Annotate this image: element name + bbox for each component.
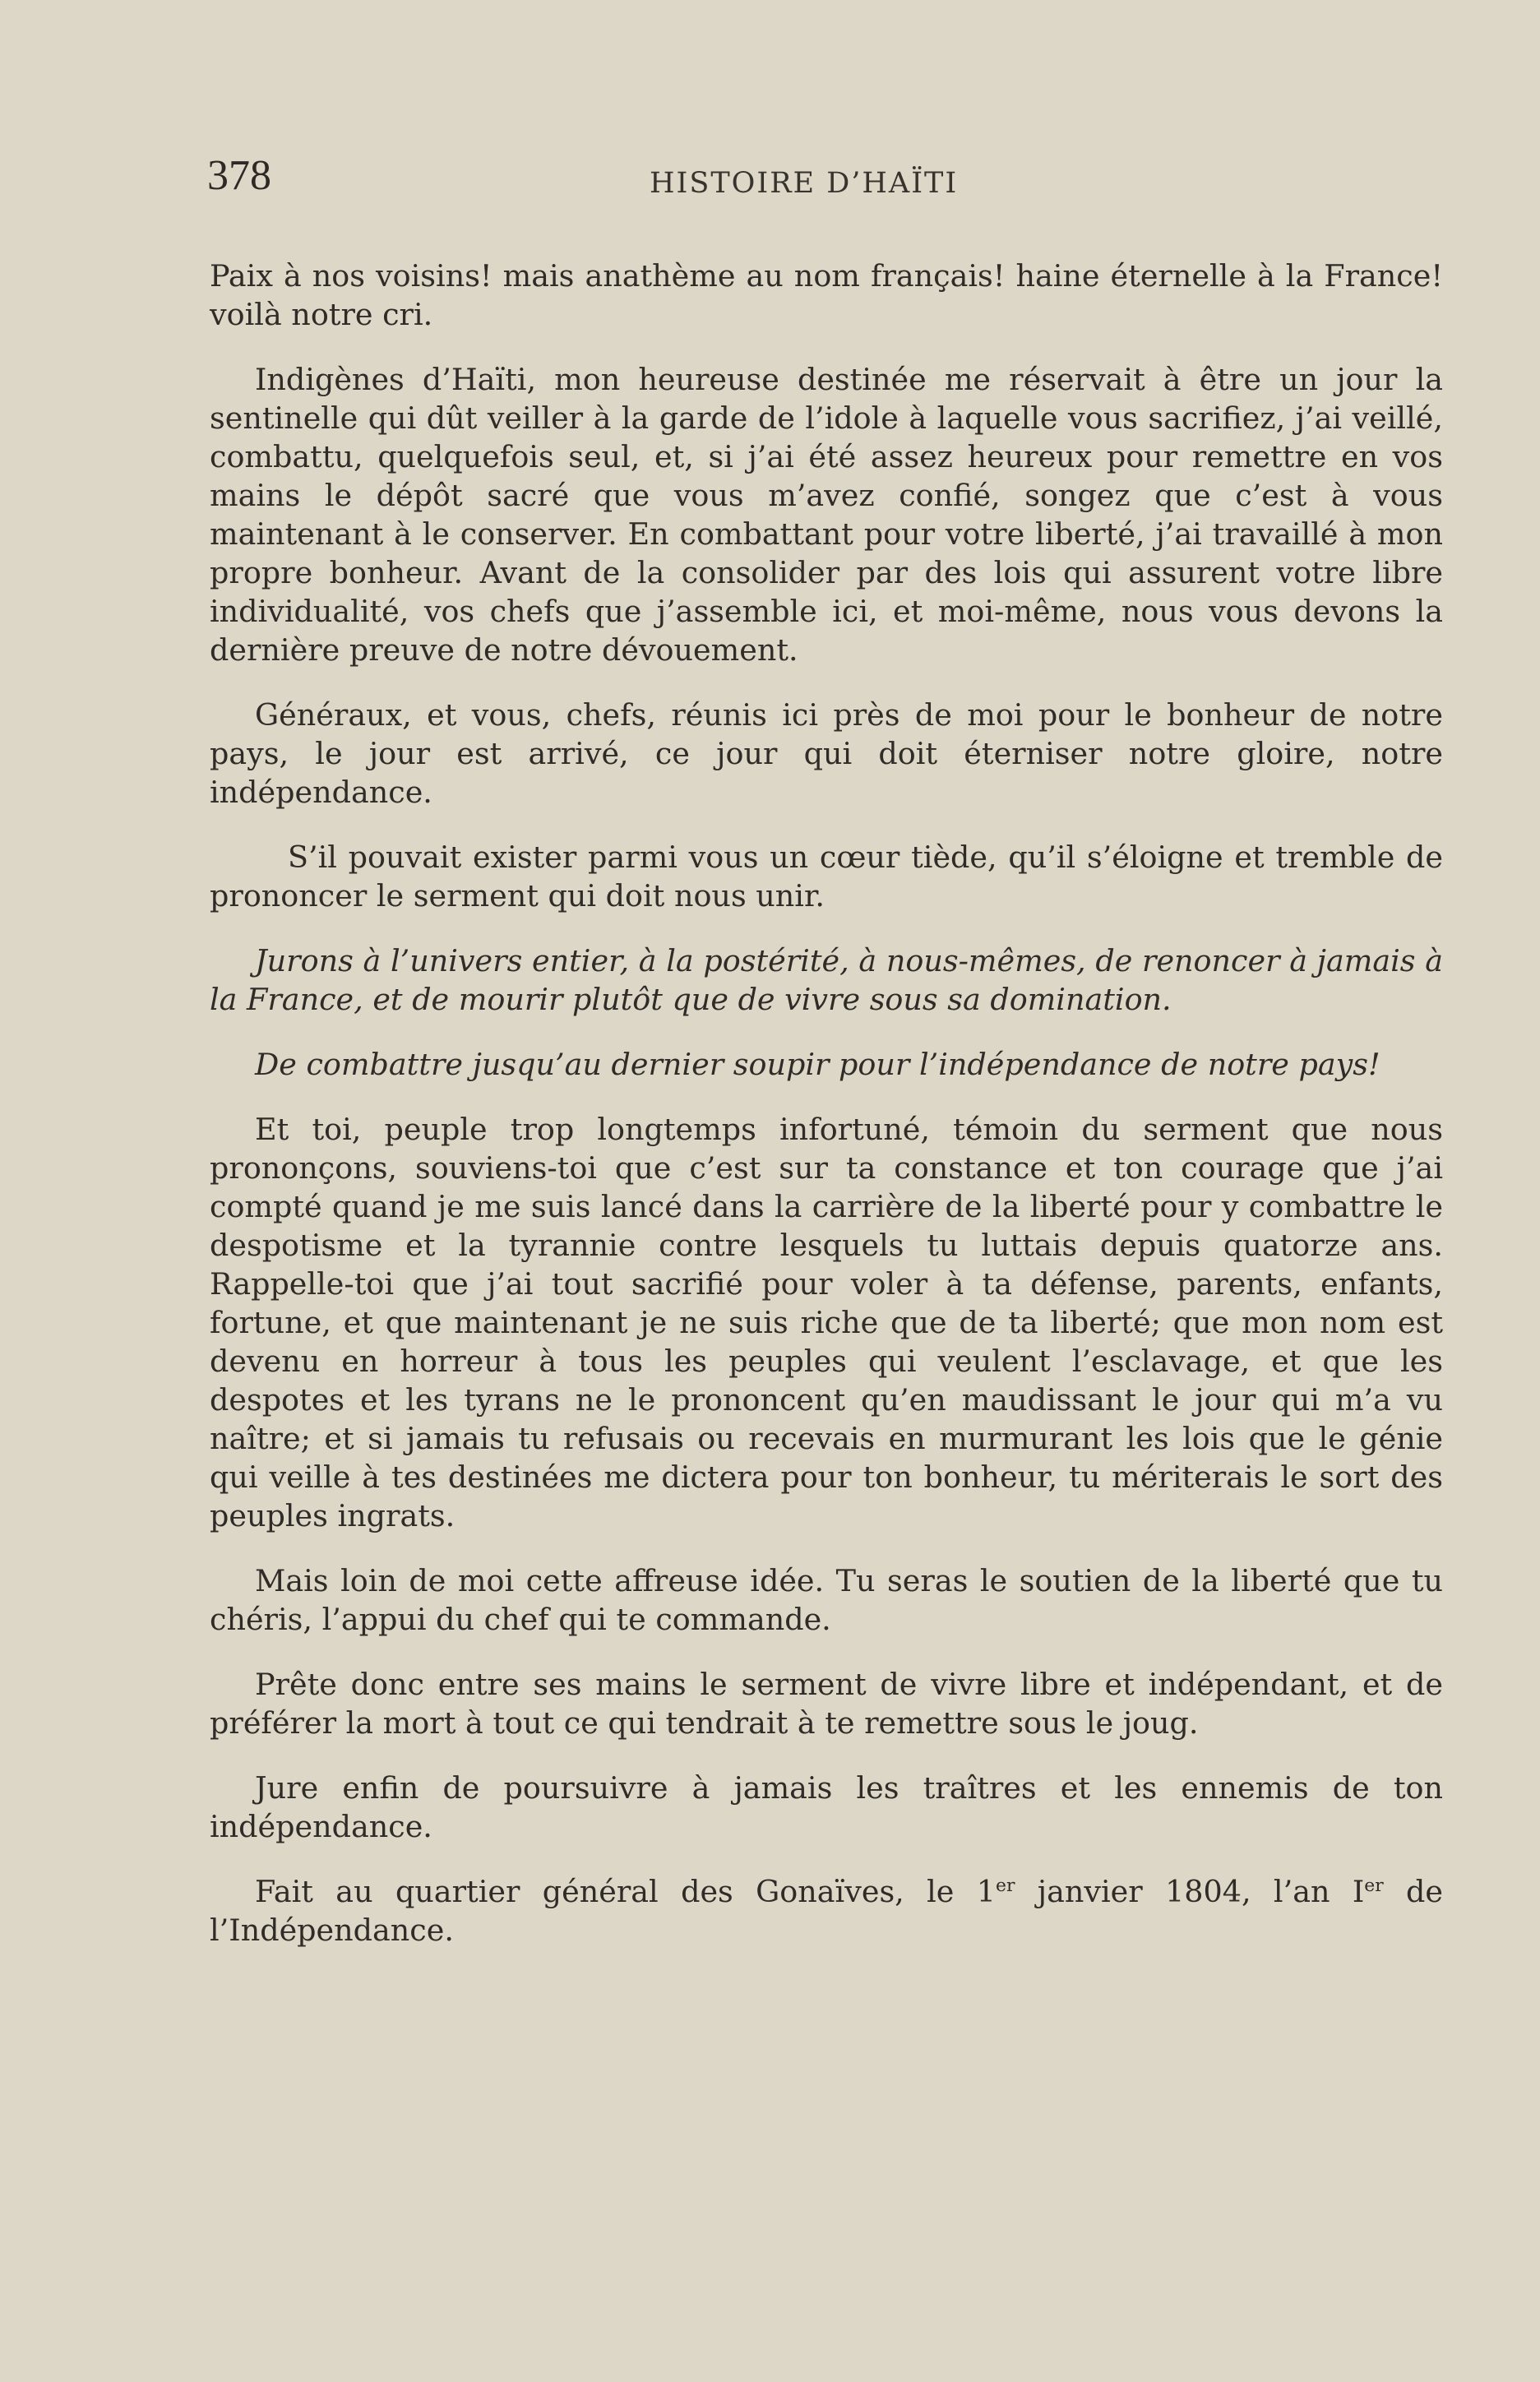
oath-paragraph: Jurons à l’univers entier, à la postérité, à nous-mêmes, de renoncer à jamais à la France, et de mourir plutôt que de vivre sous sa domination. [210, 943, 1443, 1017]
paragraph: Mais loin de moi cette affreuse idée. Tu seras le soutien de la liberté que tu chéris, l’appui du chef qui te commande. [210, 1563, 1443, 1637]
page-number: 378 [207, 152, 271, 199]
paragraph: Indigènes d’Haïti, mon heureuse destinée me réservait à être un jour la sentinelle qui dût veiller à la garde de l’idole à laquelle vous sacrifiez, j’ai veillé, combattu, quelquefois seul, et, si j’ai été assez heureux pour remettre en vos mains le dépôt sacré que vous m’avez confié, songez que c’est à vous maintenant à le conserver. En combattant pour votre liberté, j’ai travaillé à mon propre bonheur. Avant de la consolider par des lois qui assurent votre libre individualité, vos chefs que j’assemble ici, et moi-même, nous vous devons la dernière preuve de notre dévouement. [210, 362, 1443, 668]
oath-paragraph: De combattre jusqu’au dernier soupir pour l’indépendance de notre pays! [255, 1047, 1380, 1082]
paragraph: Paix à nos voisins! mais anathème au nom français! haine éternelle à la France! voilà notre cri. [210, 258, 1443, 332]
superscript: er [996, 1875, 1015, 1896]
superscript: er [1364, 1875, 1384, 1896]
paragraph: Et toi, peuple trop longtemps infortuné, témoin du serment que nous prononçons, souviens-toi que c’est sur ta constance et ton courage que j’ai compté quand je me suis lancé dans la carrière de la liberté pour y combattre le despotisme et la tyrannie contre lesquels tu luttais depuis quatorze ans. Rappelle-toi que j’ai tout sacrifié pour voler à ta défense, parents, enfants, fortune, et que maintenant je ne suis riche que de ta liberté; que mon nom est devenu en horreur à tous les peuples qui veulent l’esclavage, et que les despotes et les tyrans ne le prononcent qu’en maudissant le jour qui m’a vu naître; et si jamais tu refusais ou recevais en murmurant les lois que le génie qui veille à tes destinées me dictera pour ton bonheur, tu mériterais le sort des peuples ingrats. [210, 1112, 1443, 1533]
closing-paragraph [210, 1872, 1443, 1950]
page-body [210, 257, 1443, 1976]
paragraph: Généraux, et vous, chefs, réunis ici près de moi pour le bonheur de notre pays, le jour est arrivé, ce jour qui doit éterniser notre gloire, notre indépendance. [210, 697, 1443, 810]
closing-text: Fait au quartier général des Gonaïves, le 1 [255, 1874, 996, 1909]
paragraph: Jure enfin de poursuivre à jamais les traîtres et les ennemis de ton indépendance. [210, 1770, 1443, 1844]
closing-text: de l’Indépendance. [210, 1874, 1443, 1948]
closing-text: janvier 1804, l’an I [1015, 1874, 1365, 1909]
running-head: HISTOIRE D’HAÏTI [650, 167, 959, 200]
paragraph: S’il pouvait exister parmi vous un cœur tiède, qu’il s’éloigne et tremble de prononcer le serment qui doit nous unir. [210, 839, 1443, 913]
paragraph: Prête donc entre ses mains le serment de vivre libre et indépendant, et de préférer la mort à tout ce qui tendrait à te remettre sous le joug. [210, 1667, 1443, 1741]
